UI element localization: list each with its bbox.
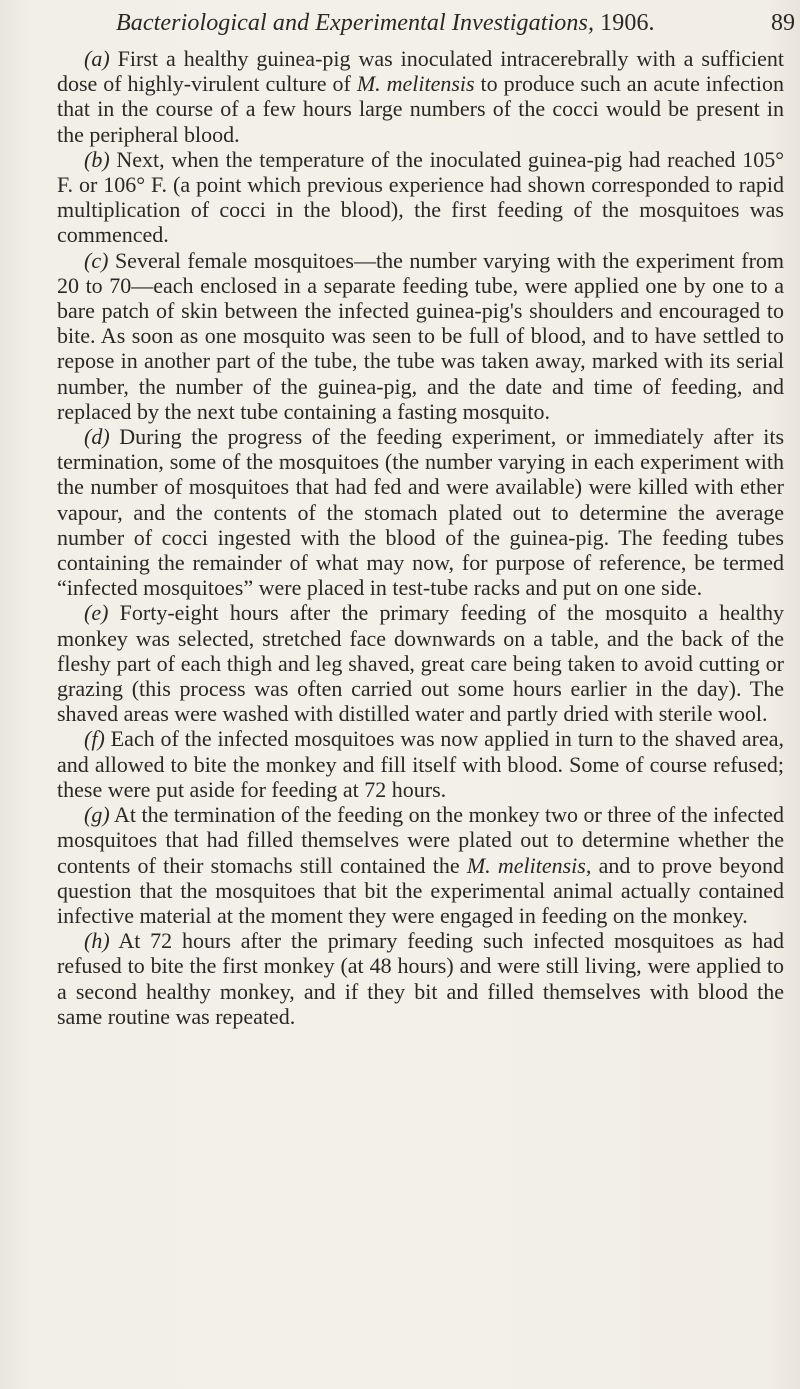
paragraph-text: Forty-eight hours after the primary feeding of the mosquito a healthy monkey was selected, stretched face downwards on a table, and the back of the fleshy part of each thigh and leg shaved, great care being taken to avoid cutting or grazing (this process was often carried out some hours earlier in the day). The shaved areas were washed with distilled water and partly dried with sterile wool. — [57, 600, 785, 727]
paragraph-text: , and to prove beyond question that the mosquitoes that bit the experimental animal actually contained infective material at the moment they were engaged in feeding on the monkey. — [57, 852, 784, 928]
paragraph-text: Several female mosquitoes—the number varying with the experiment from 20 to 70—each enclosed in a separate feeding tube, were applied one by one to a bare patch of skin between the infected guinea-pig's shoulders and encouraged to bite. As soon as one mosquito was seen to be full of blood, and to have settled to repose in another part of the tube, the tube was taken away, marked with its serial number, the number of the guinea-pig, and the date and time of feeding, and replaced by the next tube containing a fasting mosquito. — [57, 247, 785, 424]
running-title — [116, 10, 655, 37]
page-number: 89 — [771, 10, 795, 36]
body-text — [57, 46, 784, 1029]
paragraph-text: At the termination of the feeding on the monkey two or three of the infected mosquitoes that had filled themselves were plated out to determine whether the contents of their stomachs still contained the — [57, 802, 784, 878]
paragraph — [57, 147, 784, 248]
paragraph — [57, 248, 784, 424]
paragraph — [57, 802, 784, 928]
paragraph-marker: (a) — [84, 46, 110, 71]
running-title-year: 1906. — [600, 10, 655, 36]
paragraph-marker: (b) — [84, 146, 110, 172]
species-name: M. melitensis — [466, 852, 586, 878]
paragraph-marker: (f) — [84, 726, 105, 752]
running-title-text: Bacteriological and Experimental Investigations, — [116, 10, 595, 36]
paragraph-text: to produce such an acute infection that in the course of a few hours large numbers of the cocci would be present in the peripheral blood. — [57, 71, 784, 147]
paragraph-marker: (g) — [84, 802, 110, 828]
paragraph-marker: (d) — [84, 424, 110, 450]
paragraph — [57, 424, 784, 600]
paragraph — [57, 46, 784, 147]
paragraph — [57, 726, 784, 802]
paragraph — [57, 928, 784, 1029]
paragraph-text: During the progress of the feeding experiment, or immediately after its termination, some of the mosquitoes (the number varying in each experiment with the number of mosquitoes that had fed and were available) were killed with ether vapour, and the contents of the stomach plated out to determine the average number of cocci ingested with the blood of the guinea-pig. The feeding tubes containing the remainder of what may now, for purpose of reference, be termed “infected mosquitoes” were placed in test-tube racks and put on one side. — [57, 424, 785, 601]
running-head — [50, 10, 795, 42]
paragraph-text: Each of the infected mosquitoes was now applied in turn to the shaved area, and allowed to bite the monkey and fill itself with blood. Some of course refused; these were put aside for feeding at 72 hours. — [57, 726, 784, 802]
paragraph — [57, 600, 784, 726]
paragraph-marker: (c) — [84, 247, 109, 273]
paragraph-text: Next, when the temperature of the inoculated guinea-pig had reached 105° F. or 106° F. (a point which previous experience had shown corresponded to rapid multiplication of cocci in the blood), the first feeding of the mosquitoes was commenced. — [57, 146, 785, 248]
species-name: M. melitensis — [356, 71, 475, 97]
paragraph-text: First a healthy guinea-pig was inoculated intracerebrally with a sufficient dose of highly-virulent culture of — [57, 46, 785, 97]
paragraph-marker: (e) — [84, 600, 109, 626]
paragraph-text: At 72 hours after the primary feeding such infected mosquitoes as had refused to bite the first monkey (at 48 hours) and were still living, were applied to a second healthy monkey, and if they bit and filled themselves with blood the same routine was repeated. — [57, 928, 784, 1029]
paragraph-marker: (h) — [84, 928, 110, 954]
